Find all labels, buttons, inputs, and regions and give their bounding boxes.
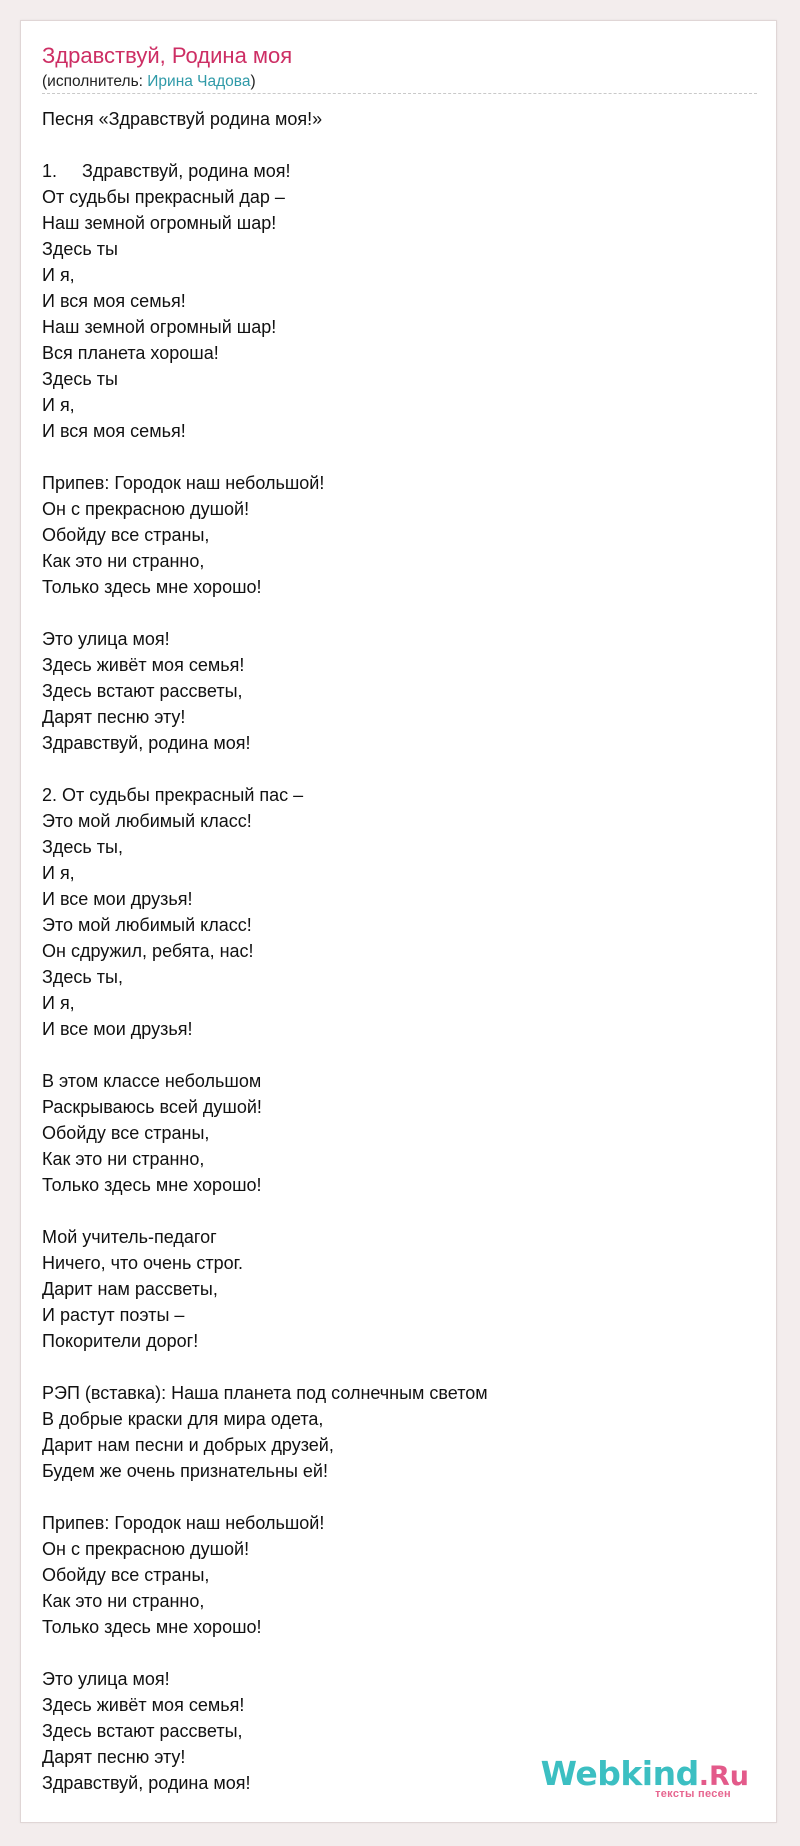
logo-tagline: тексты песен [655, 1788, 731, 1800]
lyrics-text: Песня «Здравствуй родина моя!» 1. Здравствуй, родина моя! От судьбы прекрасный дар – Наш земной огромный шар! Здесь ты И я, И вся моя семья! Наш земной огромный шар! Вся планета хороша! Здесь ты И я, И вся моя семья! Припев: Городок наш небольшой! Он с прекрасною душой! Обойду все страны, Как это ни странно, Только здесь мне хорошо! Это улица моя! Здесь живёт моя семья! Здесь встают рассветы, Дарят песню эту! Здравствуй, родина моя! 2. От судьбы прекрасный пас – Это мой любимый класс! Здесь ты, И я, И все мои друзья! Это мой любимый класс! Он сдружил, ребята, нас! Здесь ты, И я, И все мои друзья! В этом классе небольшом Раскрываюсь всей душой! Обойду все страны, Как это ни странно, Только здесь мне хорошо! Мой учитель-педагог Ничего, что очень строг. Дарит нам рассветы, И растут поэты – Покорители дорог! РЭП (вставка): Наша планета под солнечным светом В добрые краски для мира одета, Дарит нам песни и добрых друзей, Будем же очень признательны ей! Припев: Городок наш небольшой! Он с прекрасною душой! Обойду все страны, Как это ни странно, Только здесь мне хорошо! Это улица моя! Здесь живёт моя семья! Здесь встают рассветы, Дарят песню эту! Здравствуй, родина моя! [42, 109, 488, 1793]
artist-link[interactable]: Ирина Чадова [147, 73, 251, 90]
dashed-divider [42, 93, 757, 94]
site-logo[interactable] [540, 1754, 749, 1800]
lyrics-card [20, 20, 777, 1823]
logo-brand: Webkind [540, 1754, 699, 1793]
performer-line [42, 73, 256, 91]
logo-tld: .Ru [698, 1761, 749, 1792]
performer-prefix: (исполнитель: [42, 73, 148, 90]
song-title: Здравствуй, Родина моя [42, 43, 293, 68]
performer-suffix: ) [250, 73, 256, 90]
